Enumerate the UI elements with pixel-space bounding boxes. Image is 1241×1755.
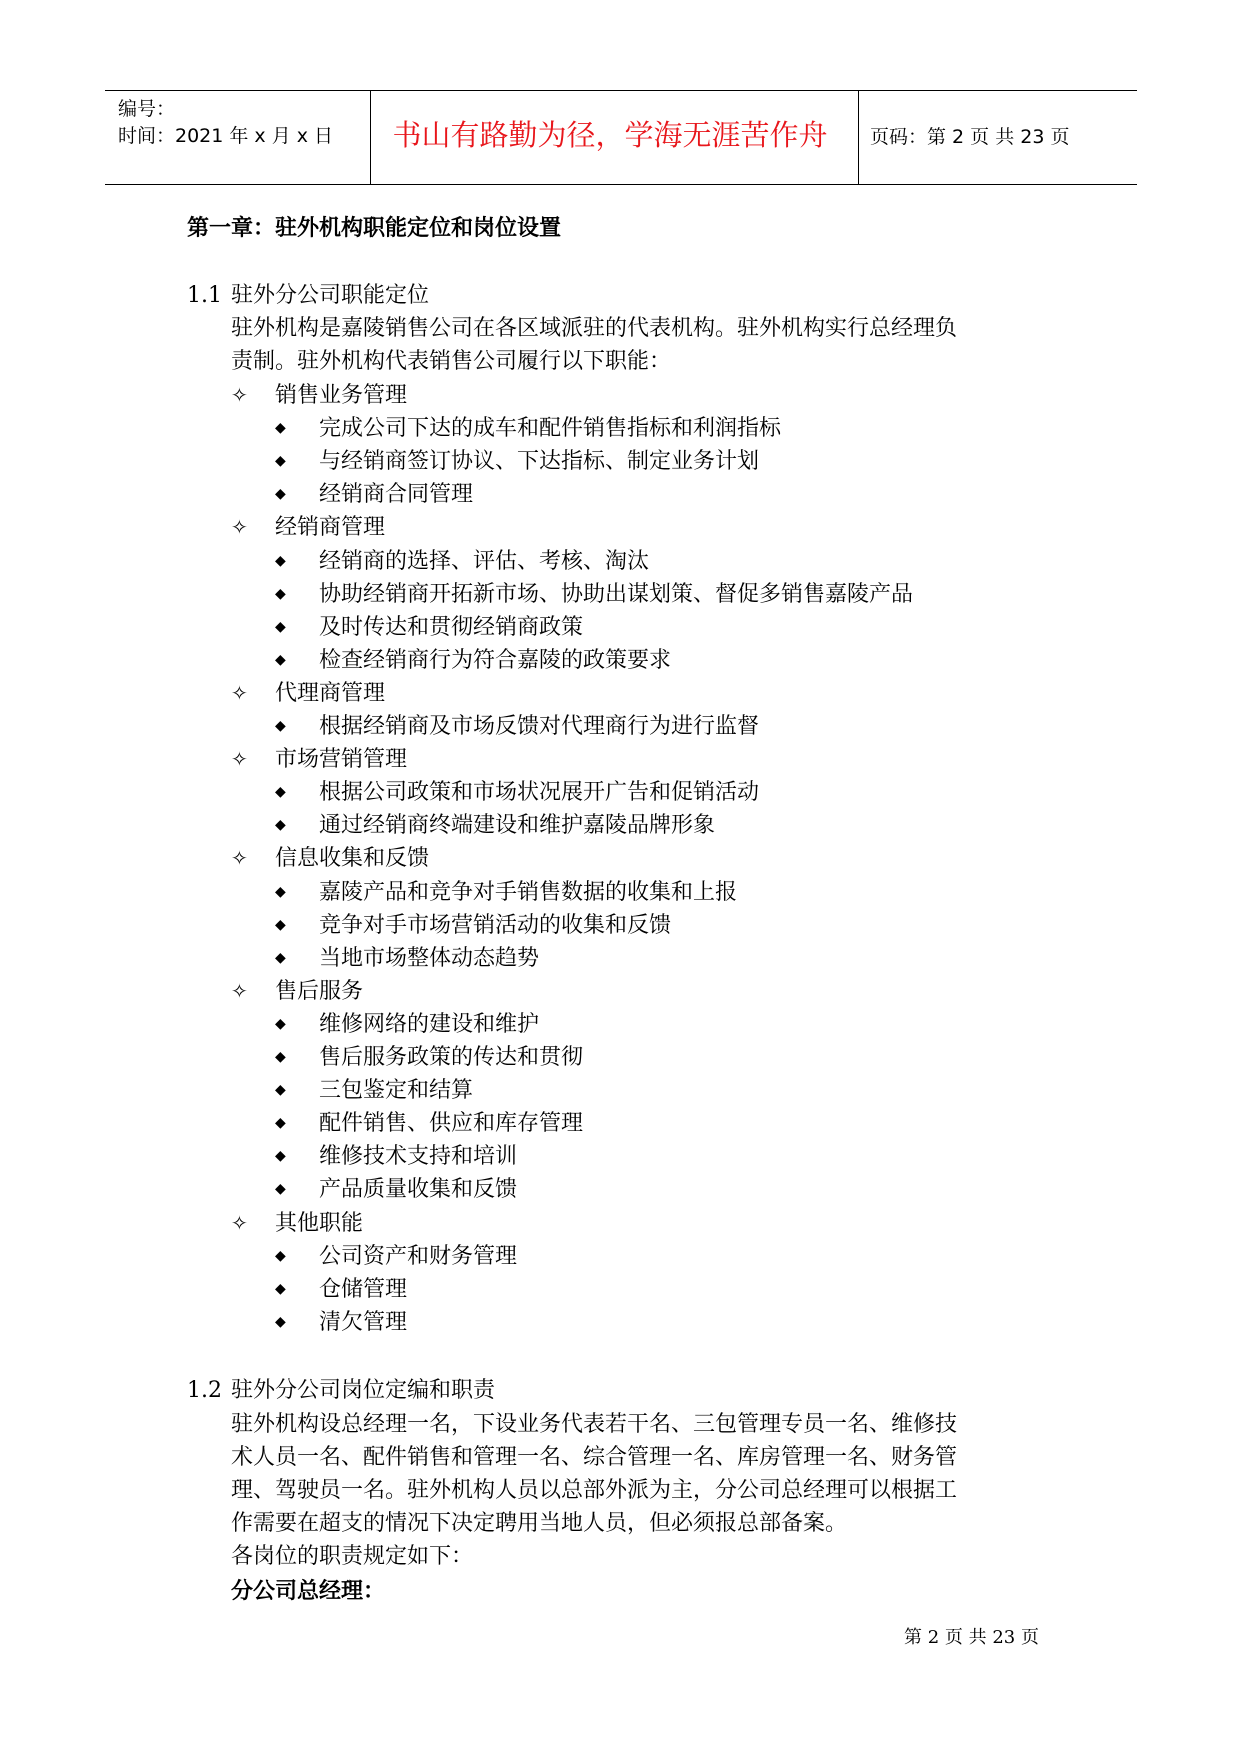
list-item-text: 三包鉴定和结算 <box>319 1078 474 1104</box>
diamond-bullet-icon: ✧ <box>231 515 248 540</box>
header-bottom-rule <box>105 184 1137 185</box>
list-item-text: 经销商的选择、评估、考核、淘汰 <box>319 548 650 574</box>
function-group <box>231 976 363 1007</box>
list-item-text: 检查经销商行为符合嘉陵的政策要求 <box>319 647 672 673</box>
diamond-bullet-icon: ✧ <box>231 1210 248 1235</box>
list-item-text: 协助经销商开拓新市场、协助出谋划策、督促多销售嘉陵产品 <box>319 581 914 607</box>
diamond-filled-bullet-icon: ◆ <box>275 1148 286 1165</box>
diamond-filled-bullet-icon: ◆ <box>275 883 286 900</box>
diamond-filled-bullet-icon: ◆ <box>275 916 286 933</box>
function-group <box>231 744 407 775</box>
list-item <box>275 711 759 742</box>
section-heading-1-1 <box>187 281 429 311</box>
function-group-title: 市场营销管理 <box>275 747 408 773</box>
section-title: 驻外分公司职能定位 <box>231 283 430 308</box>
page-footer: 第 2 页 共 23 页 <box>904 1627 1039 1648</box>
diamond-bullet-icon: ✧ <box>231 978 248 1003</box>
diamond-filled-bullet-icon: ◆ <box>275 420 286 437</box>
diamond-bullet-icon: ✧ <box>231 383 248 407</box>
diamond-filled-bullet-icon: ◆ <box>275 718 286 734</box>
list-item <box>275 446 759 477</box>
function-group-title: 售后服务 <box>275 978 364 1004</box>
list-item-text: 完成公司下达的成车和配件销售指标和利润指标 <box>319 416 782 442</box>
diamond-bullet-icon: ✧ <box>231 680 248 705</box>
list-item-text: 根据公司政策和市场状况展开广告和促销活动 <box>319 780 760 806</box>
header-divider-right <box>858 90 859 184</box>
list-item <box>275 413 781 444</box>
section-number: 1.1 <box>187 283 222 308</box>
section-number: 1.2 <box>187 1378 222 1403</box>
list-item <box>275 910 671 941</box>
function-group <box>231 512 385 543</box>
list-item <box>275 1075 473 1106</box>
header-meta <box>118 96 333 150</box>
list-item-text: 竞争对手市场营销活动的收集和反馈 <box>319 912 672 938</box>
list-item-text: 仓储管理 <box>319 1276 408 1302</box>
header-page-number: 页码：第 2 页 共 23 页 <box>870 126 1070 148</box>
diamond-filled-bullet-icon: ◆ <box>275 1049 286 1065</box>
diamond-filled-bullet-icon: ◆ <box>275 618 286 635</box>
list-item-text: 清欠管理 <box>319 1309 408 1335</box>
list-item-text: 公司资产和财务管理 <box>319 1243 518 1269</box>
subheading-general-manager: 分公司总经理： <box>231 1578 386 1604</box>
function-group <box>231 1208 363 1239</box>
list-item <box>275 1141 517 1172</box>
diamond-filled-bullet-icon: ◆ <box>275 453 286 470</box>
list-item-text: 嘉陵产品和竞争对手销售数据的收集和上报 <box>319 879 738 905</box>
list-item <box>275 1274 407 1305</box>
diamond-filled-bullet-icon: ◆ <box>275 1082 286 1099</box>
section-title: 驻外分公司岗位定编和职责 <box>231 1378 496 1403</box>
list-item-text: 经销商合同管理 <box>319 482 474 508</box>
diamond-bullet-icon: ✧ <box>231 846 248 871</box>
paragraph-line: 作需要在超支的情况下决定聘用当地人员，但必须报总部备案。 <box>231 1511 848 1536</box>
list-item <box>275 579 913 610</box>
paragraph-line: 理、驾驶员一名。驻外机构人员以总部外派为主，分公司总经理可以根据工 <box>231 1478 958 1503</box>
list-item <box>275 943 539 974</box>
diamond-filled-bullet-icon: ◆ <box>275 552 286 569</box>
diamond-filled-bullet-icon: ◆ <box>275 585 286 602</box>
diamond-filled-bullet-icon: ◆ <box>275 949 286 966</box>
list-item <box>275 1042 583 1073</box>
list-item <box>275 777 759 808</box>
chapter-title: 第一章：驻外机构职能定位和岗位设置 <box>187 215 562 241</box>
header-top-rule <box>105 90 1137 91</box>
list-item-text: 维修技术支持和培训 <box>319 1144 518 1170</box>
list-item-text: 配件销售、供应和库存管理 <box>319 1111 584 1137</box>
list-item-text: 当地市场整体动态趋势 <box>319 945 540 971</box>
list-item <box>275 645 671 676</box>
function-group-title: 信息收集和反馈 <box>275 846 430 872</box>
header-time: 时间：2021 年 x 月 x 日 <box>118 125 334 147</box>
diamond-filled-bullet-icon: ◆ <box>275 1115 286 1132</box>
diamond-filled-bullet-icon: ◆ <box>275 651 286 668</box>
diamond-filled-bullet-icon: ◆ <box>275 817 286 834</box>
function-group-title: 经销商管理 <box>275 515 386 541</box>
list-item <box>275 546 649 577</box>
paragraph-line: 驻外机构设总经理一名，下设业务代表若干名、三包管理专员一名、维修技 <box>231 1412 958 1437</box>
diamond-filled-bullet-icon: ◆ <box>275 784 286 801</box>
list-item <box>275 1241 517 1272</box>
list-item-text: 售后服务政策的传达和贯彻 <box>319 1045 584 1070</box>
list-item <box>275 1174 517 1205</box>
list-item <box>275 1009 539 1040</box>
list-item-text: 及时传达和贯彻经销商政策 <box>319 614 584 640</box>
list-item-text: 根据经销商及市场反馈对代理商行为进行监督 <box>319 714 760 739</box>
diamond-filled-bullet-icon: ◆ <box>275 1015 286 1032</box>
paragraph-line: 责制。驻外机构代表销售公司履行以下职能： <box>231 349 672 374</box>
list-item <box>275 810 715 841</box>
list-item <box>275 479 473 510</box>
section-heading-1-2 <box>187 1376 495 1406</box>
list-item <box>275 1307 407 1338</box>
function-group-title: 其他职能 <box>275 1210 364 1236</box>
diamond-filled-bullet-icon: ◆ <box>275 486 286 503</box>
diamond-filled-bullet-icon: ◆ <box>275 1247 286 1264</box>
list-item <box>275 1108 583 1139</box>
list-item <box>275 612 583 643</box>
list-item-text: 维修网络的建设和维护 <box>319 1011 540 1037</box>
list-item-text: 通过经销商终端建设和维护嘉陵品牌形象 <box>319 813 716 839</box>
list-item-text: 与经销商签订协议、下达指标、制定业务计划 <box>319 449 760 475</box>
list-item <box>275 877 737 908</box>
diamond-filled-bullet-icon: ◆ <box>275 1181 286 1198</box>
paragraph-line: 术人员一名、配件销售和管理一名、综合管理一名、库房管理一名、财务管 <box>231 1445 958 1470</box>
header-motto: 书山有路勤为径，学海无涯苦作舟 <box>392 118 828 152</box>
function-group <box>231 843 429 874</box>
list-item-text: 产品质量收集和反馈 <box>319 1177 518 1203</box>
function-group-title: 代理商管理 <box>275 680 386 706</box>
header-number: 编号： <box>118 98 176 120</box>
function-group-title: 销售业务管理 <box>275 383 408 408</box>
function-group <box>231 380 407 411</box>
diamond-filled-bullet-icon: ◆ <box>275 1280 286 1297</box>
paragraph-line: 驻外机构是嘉陵销售公司在各区域派驻的代表机构。驻外机构实行总经理负 <box>231 316 958 341</box>
paragraph-line: 各岗位的职责规定如下： <box>231 1544 474 1569</box>
diamond-filled-bullet-icon: ◆ <box>275 1313 286 1330</box>
diamond-bullet-icon: ✧ <box>231 747 248 772</box>
function-group <box>231 678 385 709</box>
